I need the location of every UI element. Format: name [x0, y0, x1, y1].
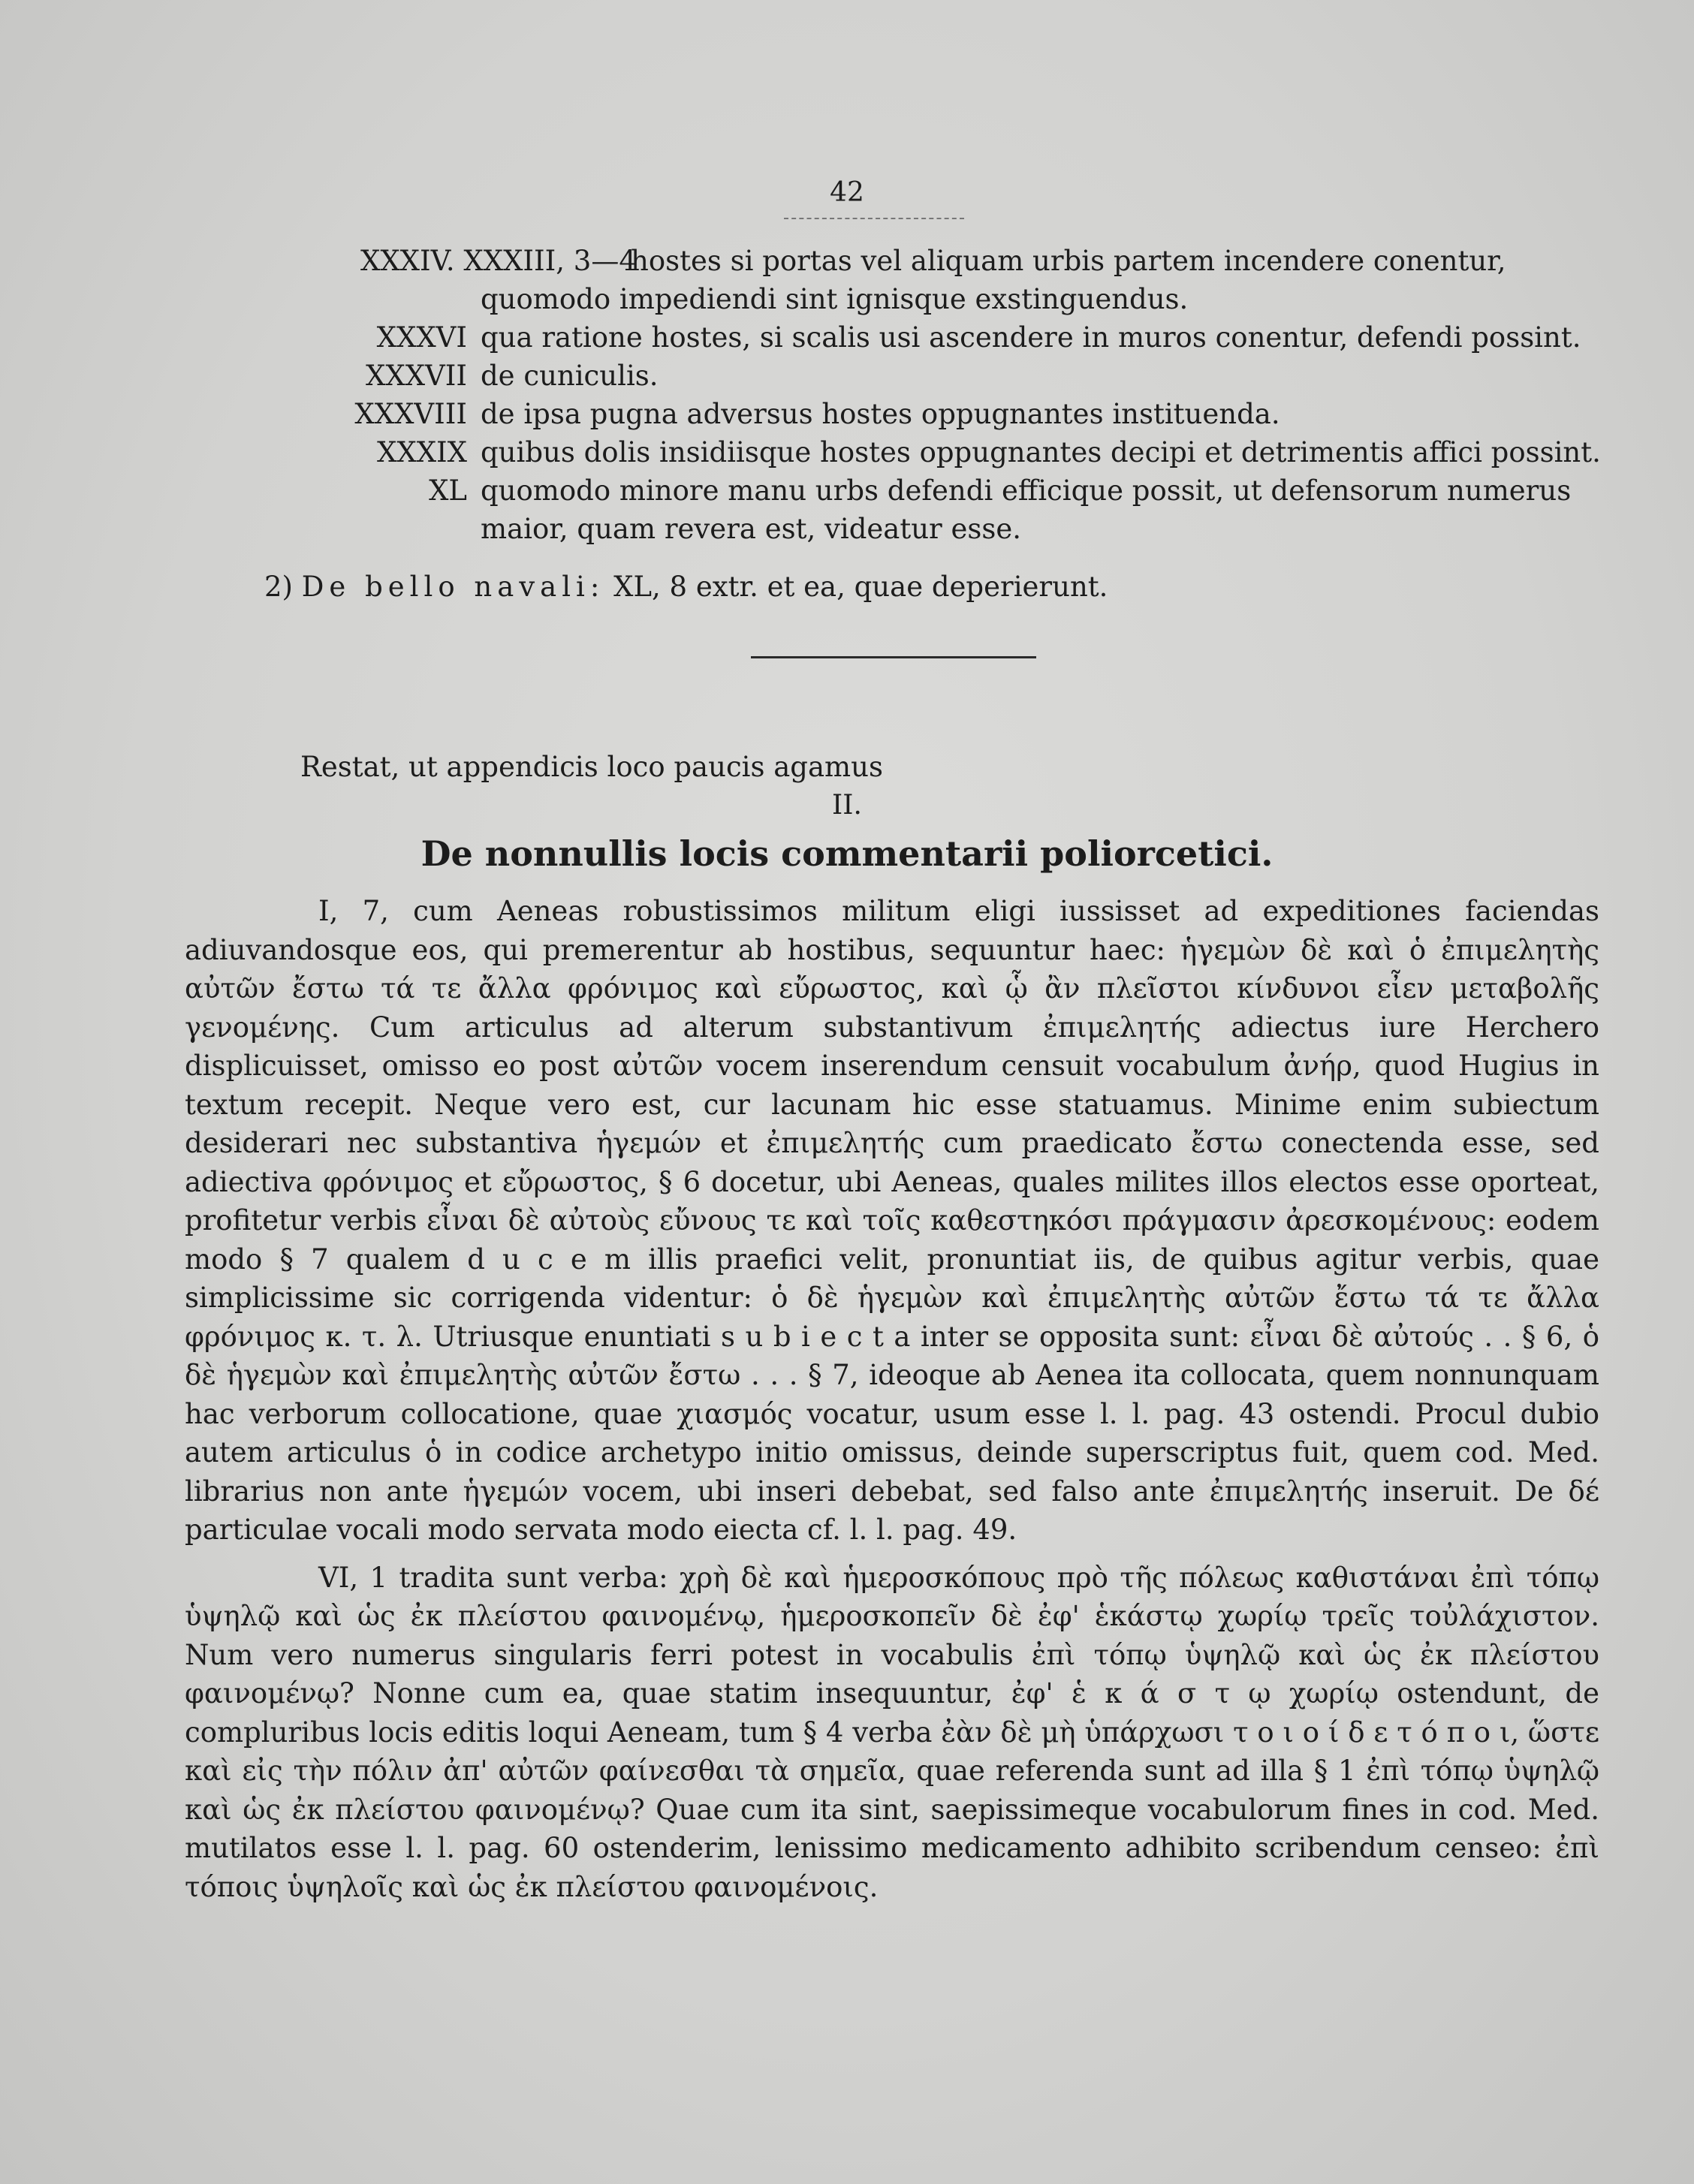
- chapter-list: [315, 242, 1607, 548]
- chapter-number: XXXVI: [376, 321, 467, 354]
- chapter-text: maior, quam revera est, videatur esse.: [481, 513, 1022, 545]
- chapter-entry: [315, 318, 1607, 357]
- chapter-text: hostes si portas vel aliquam urbis partem incendere conentur,: [631, 245, 1506, 277]
- page-number: 42: [830, 177, 864, 208]
- naval-heading: [264, 571, 1108, 603]
- section-divider: [751, 656, 1036, 658]
- chapter-entry: [315, 510, 1607, 548]
- section-number: II.: [832, 790, 862, 821]
- paragraph: I, 7, cum Aeneas robustissimos militum eligi iussisset ad expeditiones faciendas adiuvandosque eos, qui premerentur ab hostibus, sequuntur haec: ἡγεμὼν δὲ καὶ ὁ ἐπιμελητὴς αὐτῶν ἔστω τά τε ἄλλα φρόνιμος καὶ εὔρωστος, καὶ ᾧ ἂν πλεῖστοι κίνδυνοι εἶεν μεταβολῆς γενομένης. Cum articulus ad alterum substantivum ἐπιμελητής adiectus iure Herchero displicuisset, omisso eo post αὐτῶν vocem inserendum censuit vocabulum ἀνήρ, quod Hugius in textum recepit. Neque vero est, cur lacunam hic esse statuamus. Minime enim subiectum desiderari nec substantiva ἡγεμών et ἐπιμελητής cum praedicato ἔστω conectenda esse, sed adiectiva φρόνιμος et εὔρωστος, § 6 docetur, ubi Aeneas, quales milites illos electos esse oporteat, profitetur verbis εἶναι δὲ αὐτοὺς εὔνους τε καὶ τοῖς καθεστηκόσι πράγμασιν ἀρεσκομένους: eodem modo § 7 qualem d u c e m illis praefici velit, pronuntiat iis, de quibus agitur verbis, quae simplicissime sic corrigenda videntur: ὁ δὲ ἡγεμὼν καὶ ἐπιμελητὴς αὐτῶν ἔστω τά τε ἄλλα φρόνιμος κ. τ. λ. Utriusque enuntiati s u b i e c t a inter se opposita sunt: εἶναι δὲ αὐτούς . . § 6, ὁ δὲ ἡγεμὼν καὶ ἐπιμελητὴς αὐτῶν ἔστω . . . § 7, ideoque ab Aenea ita collocata, quem nonnunquam hac verborum collocatione, quae χιασμός vocatur, usum esse l. l. pag. 43 ostendi. Procul dubio autem articulus ὁ in codice archetypo initio omissus, deinde superscriptus fuit, quem cod. Med. librarius non ante ἡγεμών vocem, ubi inseri debebat, sed falso ante ἐπιμελητής inseruit. De δέ particulae vocali modo servata modo eiecta cf. l. l. pag. 49.: [185, 895, 1599, 1546]
- section-title: De nonnullis locis commentarii poliorcetici.: [420, 833, 1274, 874]
- page-number-ornament: [784, 212, 964, 219]
- naval-spaced-title: De bello navali:: [301, 571, 605, 603]
- chapter-number: XXXVIII: [354, 398, 467, 430]
- chapter-text: quomodo impediendi sint ignisque exstinguendus.: [481, 283, 1189, 315]
- naval-label: 2): [264, 571, 302, 603]
- chapter-text: de cuniculis.: [481, 360, 659, 392]
- intro-line: Restat, ut appendicis loco paucis agamus: [300, 751, 883, 783]
- chapter-number: XL: [429, 474, 467, 507]
- chapter-entry: [315, 471, 1607, 510]
- naval-text: XL, 8 extr. et ea, quae deperierunt.: [604, 571, 1108, 603]
- chapter-text: quibus dolis insidiisque hostes oppugnantes decipi et detrimentis affici possint.: [481, 436, 1601, 468]
- chapter-number: XXXIX: [377, 436, 467, 468]
- paragraph: VI, 1 tradita sunt verba: χρὴ δὲ καὶ ἡμεροσκόπους πρὸ τῆς πόλεως καθιστάναι ἐπὶ τόπῳ ὑψηλῷ καὶ ὡς ἐκ πλείστου φαινομένῳ, ἡμεροσκοπεῖν δὲ ἐφ' ἑκάστῳ χωρίῳ τρεῖς τοὐλάχιστον. Num vero numerus singularis ferri potest in vocabulis ἐπὶ τόπῳ ὑψηλῷ καὶ ὡς ἐκ πλείστου φαινομένῳ? Nonne cum ea, quae statim insequuntur, ἐφ' ἑ κ ά σ τ ῳ χωρίῳ ostendunt, de compluribus locis editis loqui Aeneam, tum § 4 verba ἐὰν δὲ μὴ ὑπάρχωσι τ ο ι ο ί δ ε τ ό π ο ι, ὥστε καὶ εἰς τὴν πόλιν ἀπ' αὐτῶν φαίνεσθαι τὰ σημεῖα, quae referenda sunt ad illa § 1 ἐπὶ τόπῳ ὑψηλῷ καὶ ὡς ἐκ πλείστου φαινομένῳ? Quae cum ita sint, saepissimeque vocabulorum fines in cod. Med. mutilatos esse l. l. pag. 60 ostenderim, lenissimo medicamento adhibito scribendum censeo: ἐπὶ τόποις ὑψηλοῖς καὶ ὡς ἐκ πλείστου φαινομένοις.: [185, 1561, 1599, 1903]
- chapter-entry: [315, 357, 1607, 395]
- chapter-entry: [315, 280, 1607, 318]
- commentary-body: [185, 892, 1599, 1906]
- chapter-entry: [315, 242, 1607, 280]
- chapter-text: quomodo minore manu urbs defendi efficique possit, ut defensorum numerus: [481, 474, 1572, 507]
- chapter-number: XXXVII: [366, 360, 467, 392]
- chapter-number: XXXIV. XXXIII, 3—4: [360, 245, 637, 277]
- chapter-text: qua ratione hostes, si scalis usi ascendere in muros conentur, defendi possint.: [481, 321, 1581, 354]
- chapter-entry: [315, 395, 1607, 433]
- chapter-text: de ipsa pugna adversus hostes oppugnantes instituenda.: [481, 398, 1280, 430]
- chapter-entry: [315, 433, 1607, 471]
